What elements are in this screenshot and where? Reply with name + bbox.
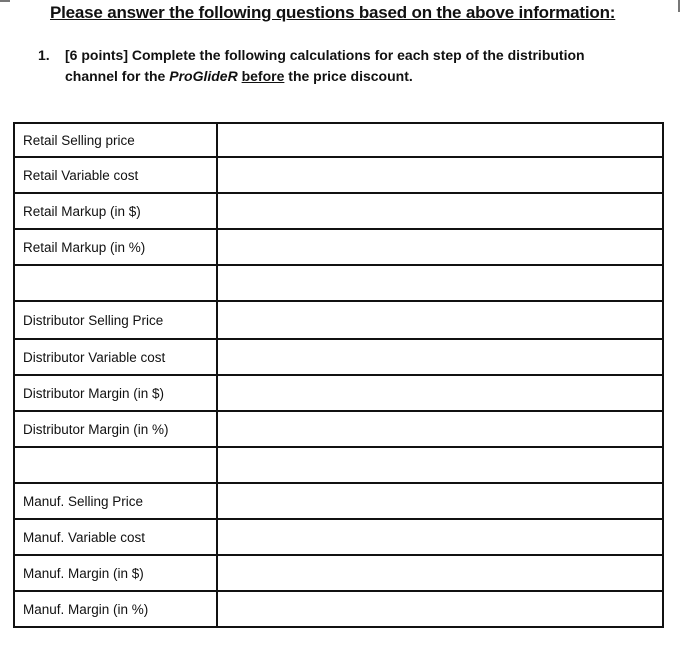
table-row	[14, 301, 663, 339]
spacer-row	[14, 447, 663, 483]
row-label	[14, 265, 217, 301]
answer-cell[interactable]	[217, 555, 663, 591]
table-row	[14, 591, 663, 627]
row-label: Retail Selling price	[14, 123, 217, 157]
table-row	[14, 411, 663, 447]
answer-cell[interactable]	[217, 301, 663, 339]
question-text	[65, 45, 638, 87]
table-row	[14, 555, 663, 591]
row-label	[14, 447, 217, 483]
question-text-end: the price discount.	[284, 68, 413, 84]
row-label: Distributor Variable cost	[14, 339, 217, 375]
calculation-table	[13, 122, 664, 628]
row-label: Manuf. Selling Price	[14, 483, 217, 519]
table-row	[14, 483, 663, 519]
row-label: Distributor Margin (in %)	[14, 411, 217, 447]
table-row	[14, 193, 663, 229]
answer-cell[interactable]	[217, 519, 663, 555]
table-row	[14, 339, 663, 375]
answer-cell[interactable]	[217, 447, 663, 483]
answer-cell[interactable]	[217, 123, 663, 157]
row-label: Manuf. Margin (in $)	[14, 555, 217, 591]
page-heading: Please answer the following questions based on the above information:	[50, 3, 616, 22]
page-corner-mark-left	[0, 0, 10, 2]
answer-cell[interactable]	[217, 483, 663, 519]
answer-cell[interactable]	[217, 265, 663, 301]
answer-cell[interactable]	[217, 193, 663, 229]
answer-cell[interactable]	[217, 411, 663, 447]
table-row	[14, 229, 663, 265]
table-row	[14, 157, 663, 193]
table-row	[14, 123, 663, 157]
answer-cell[interactable]	[217, 339, 663, 375]
table-row	[14, 375, 663, 411]
question-1	[38, 45, 638, 87]
row-label: Distributor Margin (in $)	[14, 375, 217, 411]
answer-cell[interactable]	[217, 229, 663, 265]
answer-cell[interactable]	[217, 375, 663, 411]
answer-cell[interactable]	[217, 591, 663, 627]
question-number: 1.	[38, 47, 50, 63]
row-label: Retail Markup (in $)	[14, 193, 217, 229]
row-label: Retail Markup (in %)	[14, 229, 217, 265]
product-name: ProGlideR	[169, 68, 238, 84]
row-label: Manuf. Variable cost	[14, 519, 217, 555]
table-row	[14, 519, 663, 555]
answer-cell[interactable]	[217, 157, 663, 193]
row-label: Distributor Selling Price	[14, 301, 217, 339]
question-text-start: [6 points] Complete the following calculations for each step of the distribution channel for the	[65, 47, 585, 84]
underlined-word: before	[241, 68, 285, 84]
spacer-row	[14, 265, 663, 301]
row-label: Retail Variable cost	[14, 157, 217, 193]
row-label: Manuf. Margin (in %)	[14, 591, 217, 627]
